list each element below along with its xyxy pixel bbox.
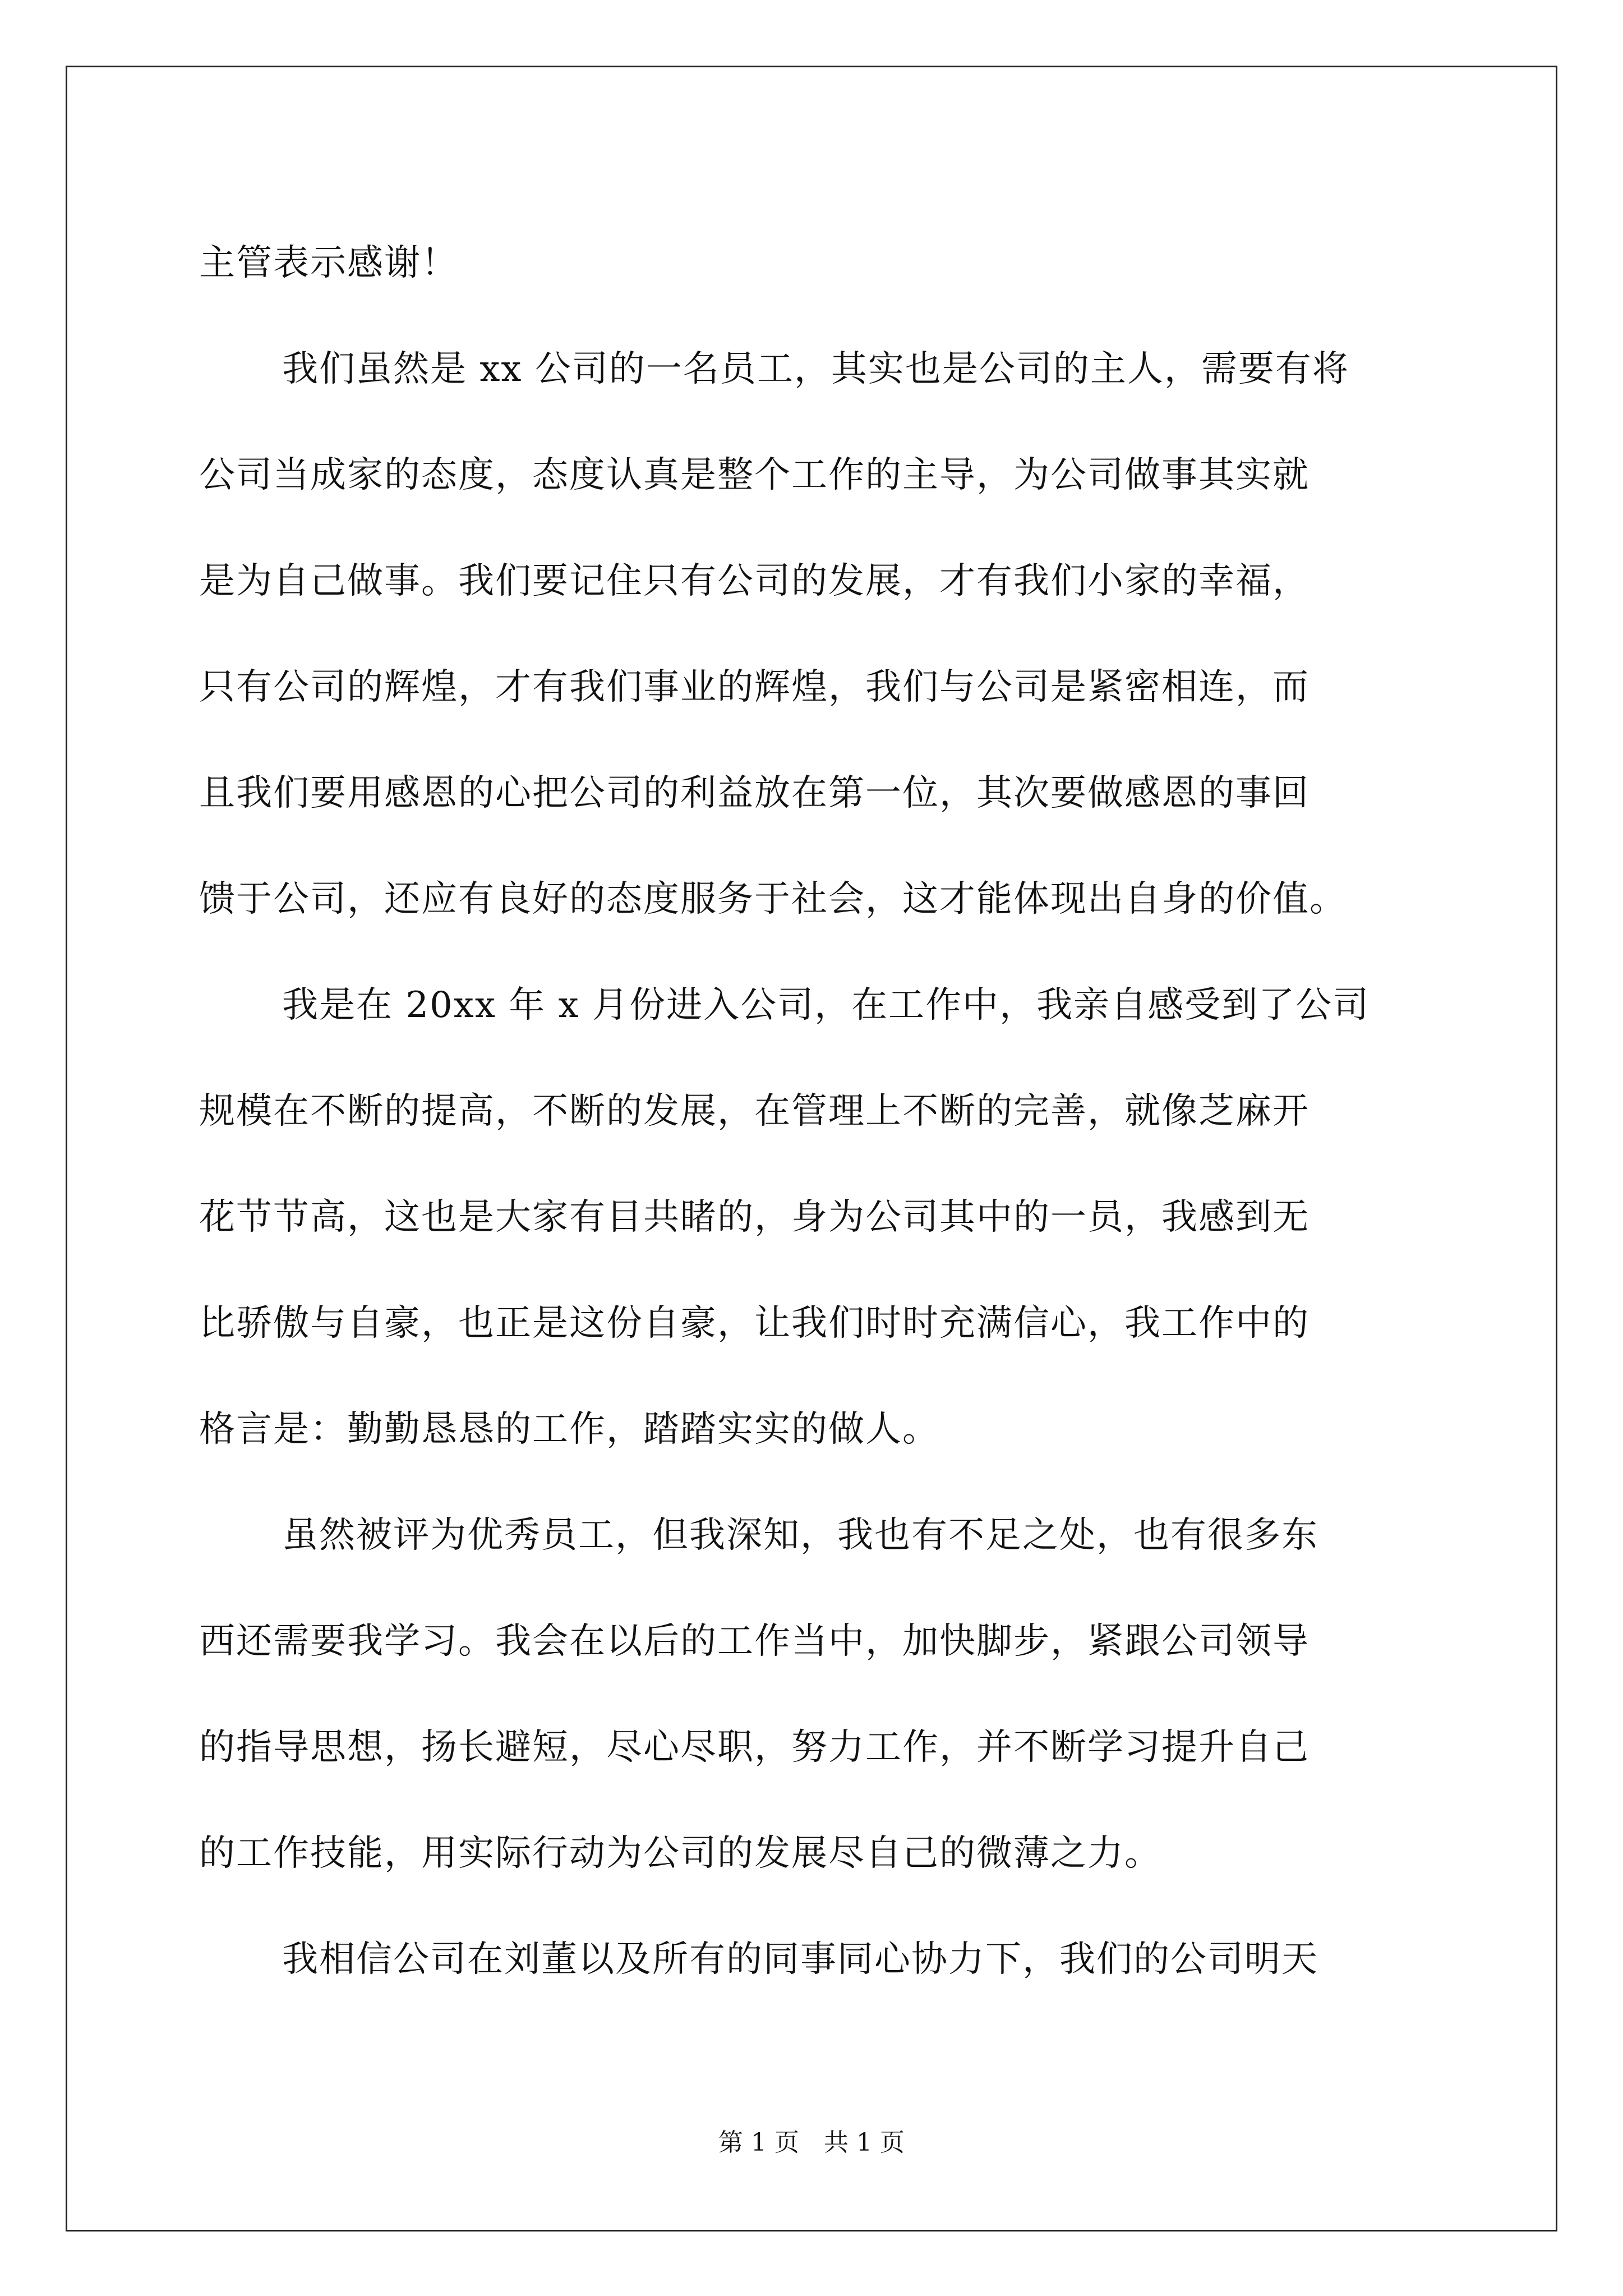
text-line: 的指导思想，扬长避短，尽心尽职，努力工作，并不断学习提升自己 bbox=[199, 1727, 1310, 1768]
text-line: 规模在不断的提高，不断的发展，在管理上不断的完善，就像芝麻开 bbox=[199, 1091, 1310, 1132]
text-line: 且我们要用感恩的心把公司的利益放在第一位，其次要做感恩的事回 bbox=[199, 772, 1310, 814]
text-line: 我是在 20xx 年 x 月份进入公司，在工作中，我亲自感受到了公司 bbox=[282, 984, 1370, 1026]
text-line: 的工作技能，用实际行动为公司的发展尽自己的微薄之力。 bbox=[199, 1833, 1161, 1874]
text-line: 比骄傲与自豪，也正是这份自豪，让我们时时充满信心，我工作中的 bbox=[199, 1303, 1310, 1344]
text-line: 只有公司的辉煌，才有我们事业的辉煌，我们与公司是紧密相连，而 bbox=[199, 666, 1310, 708]
text-line: 花节节高，这也是大家有目共睹的，身为公司其中的一员，我感到无 bbox=[199, 1197, 1310, 1238]
text-line: 馈于公司，还应有良好的态度服务于社会，这才能体现出自身的价值。 bbox=[199, 878, 1347, 920]
text-line: 公司当成家的态度，态度认真是整个工作的主导，为公司做事其实就 bbox=[199, 454, 1310, 496]
page-number-footer: 第 1 页 共 1 页 bbox=[718, 2128, 905, 2157]
text-line: 西还需要我学习。我会在以后的工作当中，加快脚步，紧跟公司领导 bbox=[199, 1621, 1310, 1662]
text-line: 虽然被评为优秀员工，但我深知，我也有不足之处，也有很多东 bbox=[282, 1515, 1318, 1556]
text-line: 主管表示感谢！ bbox=[199, 242, 458, 284]
text-line: 我们虽然是 xx 公司的一名员工，其实也是公司的主人，需要有将 bbox=[282, 348, 1349, 390]
document-body bbox=[199, 210, 1425, 2013]
text-line: 格言是：勤勤恳恳的工作，踏踏实实的做人。 bbox=[199, 1409, 939, 1450]
text-line: 我相信公司在刘董以及所有的同事同心协力下，我们的公司明天 bbox=[282, 1939, 1318, 1980]
text-line: 是为自己做事。我们要记住只有公司的发展，才有我们小家的幸福， bbox=[199, 560, 1310, 602]
